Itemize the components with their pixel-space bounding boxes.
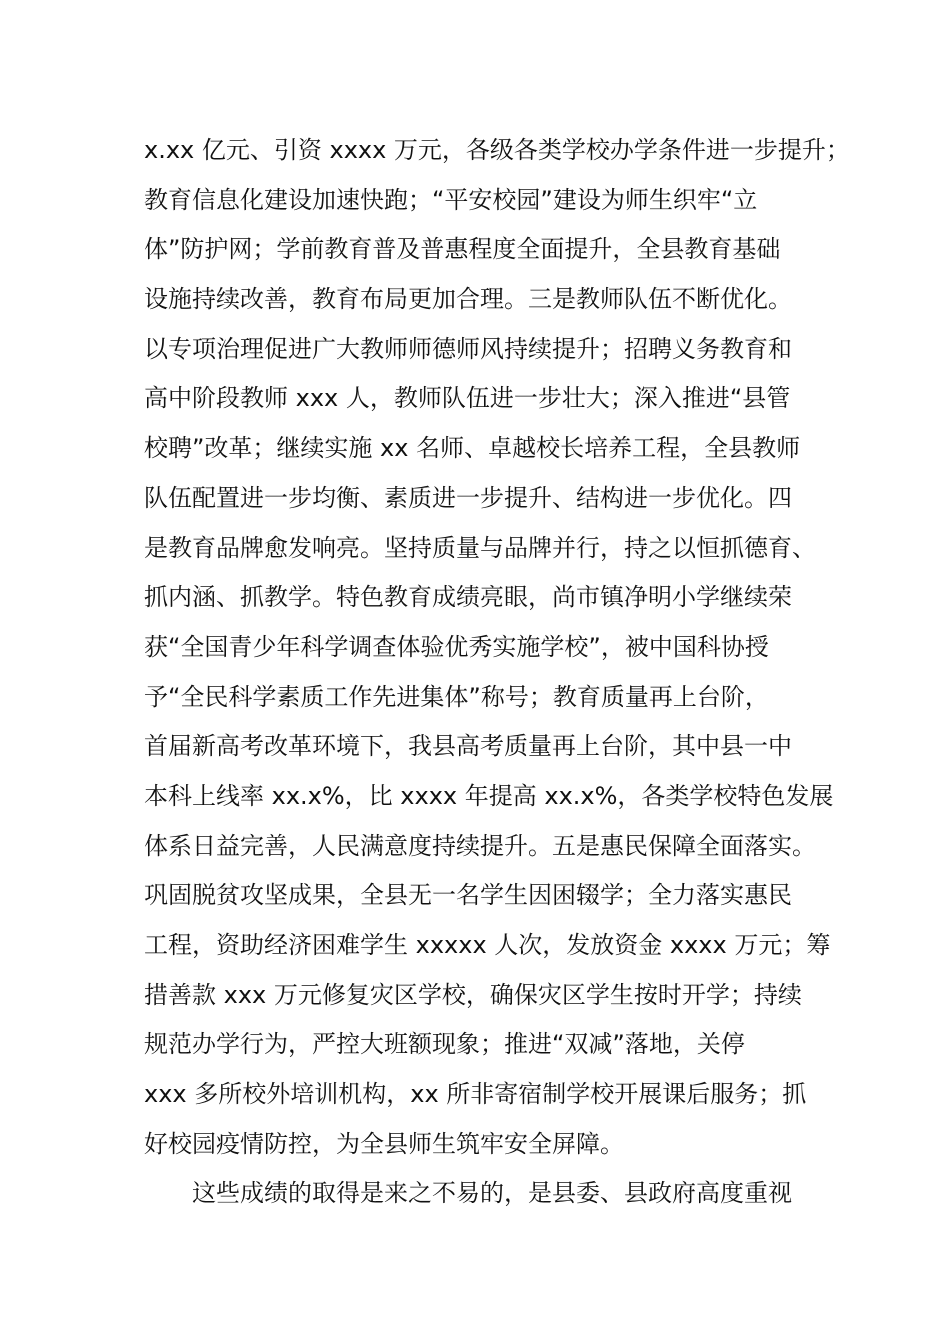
text-line: 教育信息化建设加速快跑；“平安校园”建设为师生织牢“立 (144, 185, 758, 214)
text-line: 以专项治理促进广大教师师德师风持续提升；招聘义务教育和 (144, 334, 792, 363)
text-line: 抓内涵、抓教学。特色教育成绩亮眼，尚市镇净明小学继续荣 (144, 583, 792, 612)
text-line: 高中阶段教师 xxx 人，教师队伍进一步壮大；深入推进“县管 (144, 384, 791, 413)
text-line: x.xx 亿元、引资 xxxx 万元，各级各类学校办学条件进一步提升； (144, 136, 850, 164)
text-line: 校聘”改革；继续实施 xx 名师、卓越校长培养工程，全县教师 (144, 434, 801, 463)
text-line: 体系日益完善，人民满意度持续提升。五是惠民保障全面落实。 (144, 831, 816, 860)
text-line: 工程，资助经济困难学生 xxxxx 人次，发放资金 xxxx 万元；筹 (144, 931, 831, 959)
text-line: 首届新高考改革环境下，我县高考质量再上台阶，其中县一中 (144, 732, 792, 761)
body-text (144, 126, 850, 1219)
text-line: 体”防护网；学前教育普及普惠程度全面提升，全县教育基础 (144, 235, 781, 264)
text-line: 本科上线率 xx.x%，比 xxxx 年提高 xx.x%，各类学校特色发展 (144, 781, 834, 810)
text-line: xxx 多所校外培训机构，xx 所非寄宿制学校开展课后服务；抓 (144, 1080, 807, 1109)
paragraph-start-line: 这些成绩的取得是来之不易的，是县委、县政府高度重视 (192, 1179, 792, 1208)
text-line: 获“全国青少年科学调查体验优秀实施学校”，被中国科协授 (144, 632, 769, 661)
text-line: 队伍配置进一步均衡、素质进一步提升、结构进一步优化。四 (144, 483, 792, 512)
text-line: 措善款 xxx 万元修复灾区学校，确保灾区学生按时开学；持续 (144, 980, 802, 1009)
text-line: 规范办学行为，严控大班额现象；推进“双减”落地，关停 (144, 1030, 745, 1059)
text-line: 巩固脱贫攻坚成果，全县无一名学生因困辍学；全力落实惠民 (144, 881, 792, 910)
text-line: 好校园疫情防控，为全县师生筑牢安全屏障。 (144, 1129, 624, 1158)
text-line: 设施持续改善，教育布局更加合理。三是教师队伍不断优化。 (144, 285, 792, 314)
text-line: 予“全民科学素质工作先进集体”称号；教育质量再上台阶， (144, 682, 769, 711)
text-line: 是教育品牌愈发响亮。坚持质量与品牌并行，持之以恒抓德育、 (144, 533, 816, 562)
